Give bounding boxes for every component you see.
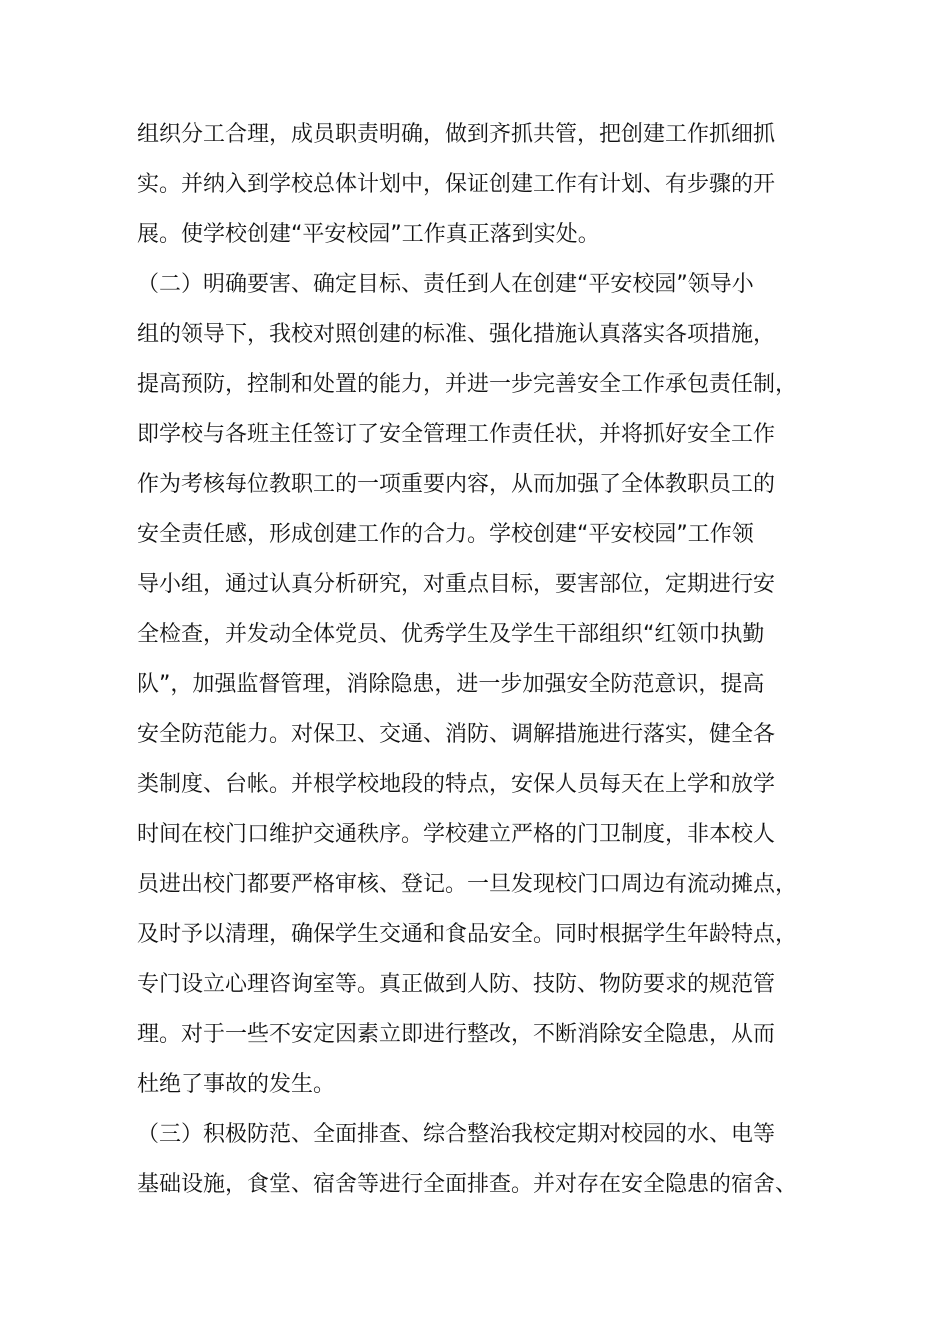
text-line: 队”，加强监督管理，消除隐患，进一步加强安全防范意识，提高 (137, 672, 765, 697)
text-line: 员进出校门都要严格审核、登记。一旦发现校门口周边有流动摊点， (137, 872, 798, 897)
text-line: 组织分工合理，成员职责明确，做到齐抓共管，把创建工作抓细抓 (137, 122, 776, 147)
text-line: 组的领导下，我校对照创建的标准、强化措施认真落实各项措施， (137, 322, 776, 347)
text-line: 类制度、台帐。并根学校地段的特点，安保人员每天在上学和放学 (137, 772, 776, 797)
text-line: 及时予以清理，确保学生交通和食品安全。同时根据学生年龄特点， (137, 922, 798, 947)
body-text (137, 110, 817, 1210)
text-line: 安全防范能力。对保卫、交通、消防、调解措施进行落实，健全各 (137, 722, 776, 747)
text-line: 实。并纳入到学校总体计划中，保证创建工作有计划、有步骤的开 (137, 172, 776, 197)
section-heading-line: （二）明确要害、确定目标、责任到人在创建“平安校园”领导小 (137, 272, 754, 297)
text-line: 专门设立心理咨询室等。真正做到人防、技防、物防要求的规范管 (137, 972, 776, 997)
text-line: 基础设施，食堂、宿舍等进行全面排查。并对存在安全隐患的宿舍、 (137, 1172, 798, 1197)
text-line: 理。对于一些不安定因素立即进行整改，不断消除安全隐患，从而 (137, 1022, 776, 1047)
text-line: 全检查，并发动全体党员、优秀学生及学生干部组织“红领巾执勤 (137, 622, 765, 647)
text-line: 即学校与各班主任签订了安全管理工作责任状，并将抓好安全工作 (137, 422, 776, 447)
text-line: 作为考核每位教职工的一项重要内容，从而加强了全体教职员工的 (137, 472, 776, 497)
section-heading-line: （三）积极防范、全面排查、综合整治我校定期对校园的水、电等 (137, 1122, 776, 1147)
text-line: 安全责任感，形成创建工作的合力。学校创建“平安校园”工作领 (137, 522, 754, 547)
text-line: 导小组，通过认真分析研究，对重点目标，要害部位，定期进行安 (137, 572, 776, 597)
text-line: 时间在校门口维护交通秩序。学校建立严格的门卫制度，非本校人 (137, 822, 776, 847)
text-line: 展。使学校创建“平安校园”工作真正落到实处。 (137, 222, 600, 247)
text-line: 杜绝了事故的发生。 (137, 1072, 336, 1097)
text-line: 提高预防，控制和处置的能力，并进一步完善安全工作承包责任制， (137, 372, 798, 397)
